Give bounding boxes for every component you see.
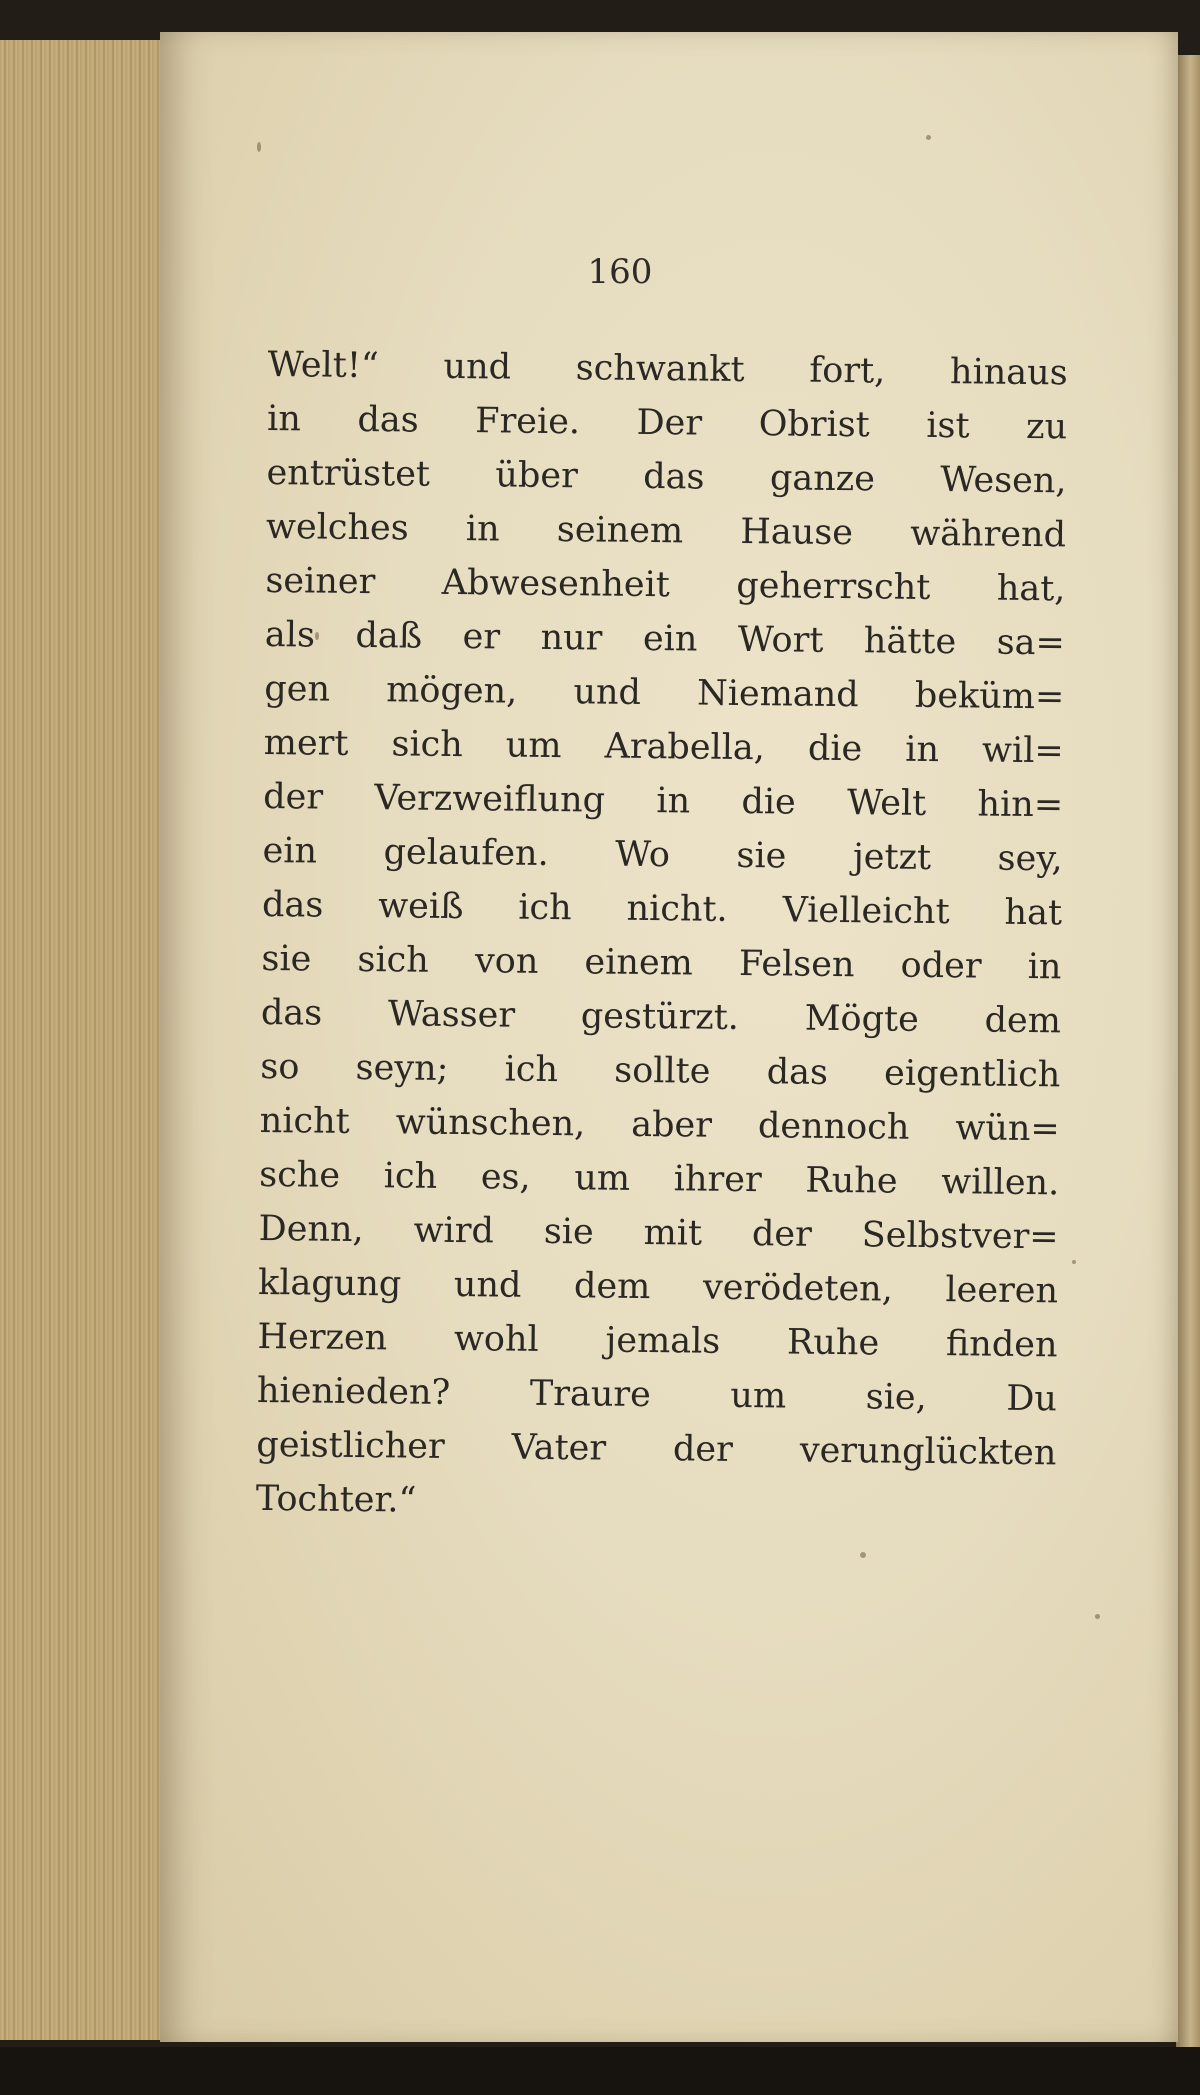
paper-speck [257,142,261,152]
text-line: Welt!“ und schwankt fort, hinaus [267,344,1068,394]
text-line: in das Freie. Der Obrist ist zu [266,398,1068,448]
paper-speck [1072,1260,1076,1264]
paper-speck [926,135,931,140]
text-line: gen mögen, und Niemand beküm= [264,668,1065,718]
text-line: das Wasser gestürzt. Mögte dem [260,992,1062,1042]
scan-background [0,2047,1200,2095]
text-line: mert sich um Arabella, die in wil= [263,722,1064,772]
text-line: so seyn; ich sollte das eigentlich [260,1046,1061,1096]
text-line: seiner Abwesenheit geherrscht hat, [265,560,1066,610]
paper-speck [1095,1614,1100,1619]
text-line: sche ich es, um ihrer Ruhe willen. [259,1154,1060,1204]
text-line: ein gelaufen. Wo sie jetzt sey, [262,830,1063,880]
text-line: hienieden? Traure um sie, Du [256,1370,1058,1420]
text-line: der Verzweiflung in die Welt hin= [262,776,1064,826]
text-line: Denn, wird sie mit der Selbstver= [258,1208,1059,1258]
text-line: sie sich von einem Felsen oder in [261,938,1062,988]
text-line: welches in seinem Hause während [265,506,1067,556]
text-line: geistlicher Vater der verunglückten [256,1424,1057,1474]
page-number: 160 [587,252,653,292]
paper-speck [860,1552,866,1558]
text-line: Tochter.“ [255,1478,417,1521]
page-block-edges [0,40,162,2040]
text-line: das weiß ich nicht. Vielleicht hat [261,884,1063,934]
facing-page-edge [1176,55,1200,2050]
text-line: Herzen wohl jemals Ruhe finden [257,1316,1058,1366]
text-line: als daß er nur ein Wort hätte sa= [264,614,1066,664]
text-line: nicht wünschen, aber dennoch wün= [259,1100,1060,1150]
body-text [256,338,1068,1534]
text-line: entrüstet über das ganze Wesen, [266,452,1067,502]
text-line: klagung und dem verödeten, leeren [257,1262,1059,1312]
